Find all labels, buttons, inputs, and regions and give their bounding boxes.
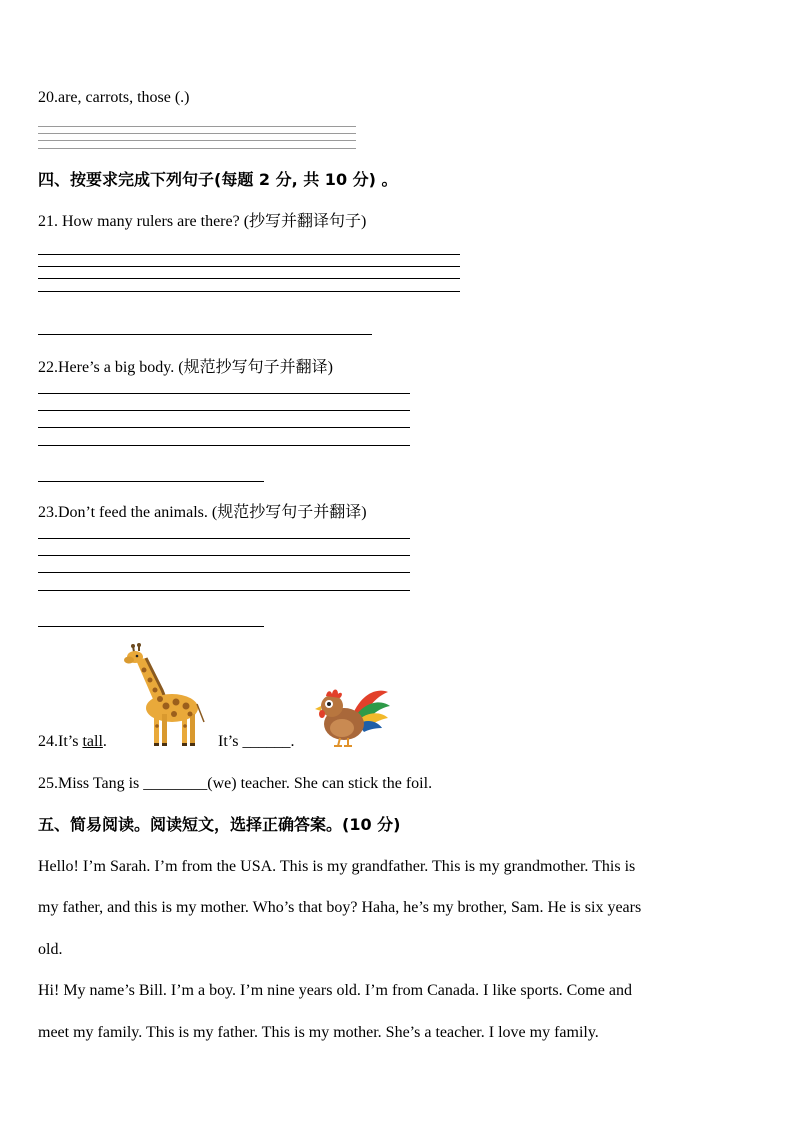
question-24-first <box>38 732 107 752</box>
q24-prefix: 24.It’s <box>38 733 83 750</box>
question-20: 20.are, carrots, those (.) <box>38 89 190 106</box>
question-21: 21. How many rulers are there? (抄写并翻译句子) <box>38 213 367 230</box>
giraffe-illustration <box>124 644 214 748</box>
question-25: 25.Miss Tang is ________(we) teacher. She can stick the foil. <box>38 775 433 792</box>
question-24-second: It’s ______. <box>218 733 295 750</box>
passage-line: Hello! I’m Sarah. I’m from the USA. This is my grandfather. This is my grandmother. This is <box>38 858 636 875</box>
passage-line: meet my family. This is my father. This is my mother. She’s a teacher. I love my family. <box>38 1024 599 1041</box>
question-23: 23.Don’t feed the animals. (规范抄写句子并翻译) <box>38 504 367 521</box>
q24-dot: . <box>102 733 107 750</box>
section-5-heading: 五、简易阅读。阅读短文，选择正确答案。(10 分) <box>38 815 401 834</box>
question-22: 22.Here’s a big body. (规范抄写句子并翻译) <box>38 359 333 376</box>
q24-underlined-word: tall <box>82 733 103 750</box>
rooster-illustration <box>312 682 392 748</box>
section-4-heading: 四、按要求完成下列句子(每题 2 分, 共 10 分) 。 <box>38 170 398 189</box>
passage-line: Hi! My name’s Bill. I’m a boy. I’m nine years old. I’m from Canada. I like sports. Come and <box>38 982 632 999</box>
passage-line: old. <box>38 941 63 958</box>
passage-line: my father, and this is my mother. Who’s that boy? Haha, he’s my brother, Sam. He is six years <box>38 899 642 916</box>
